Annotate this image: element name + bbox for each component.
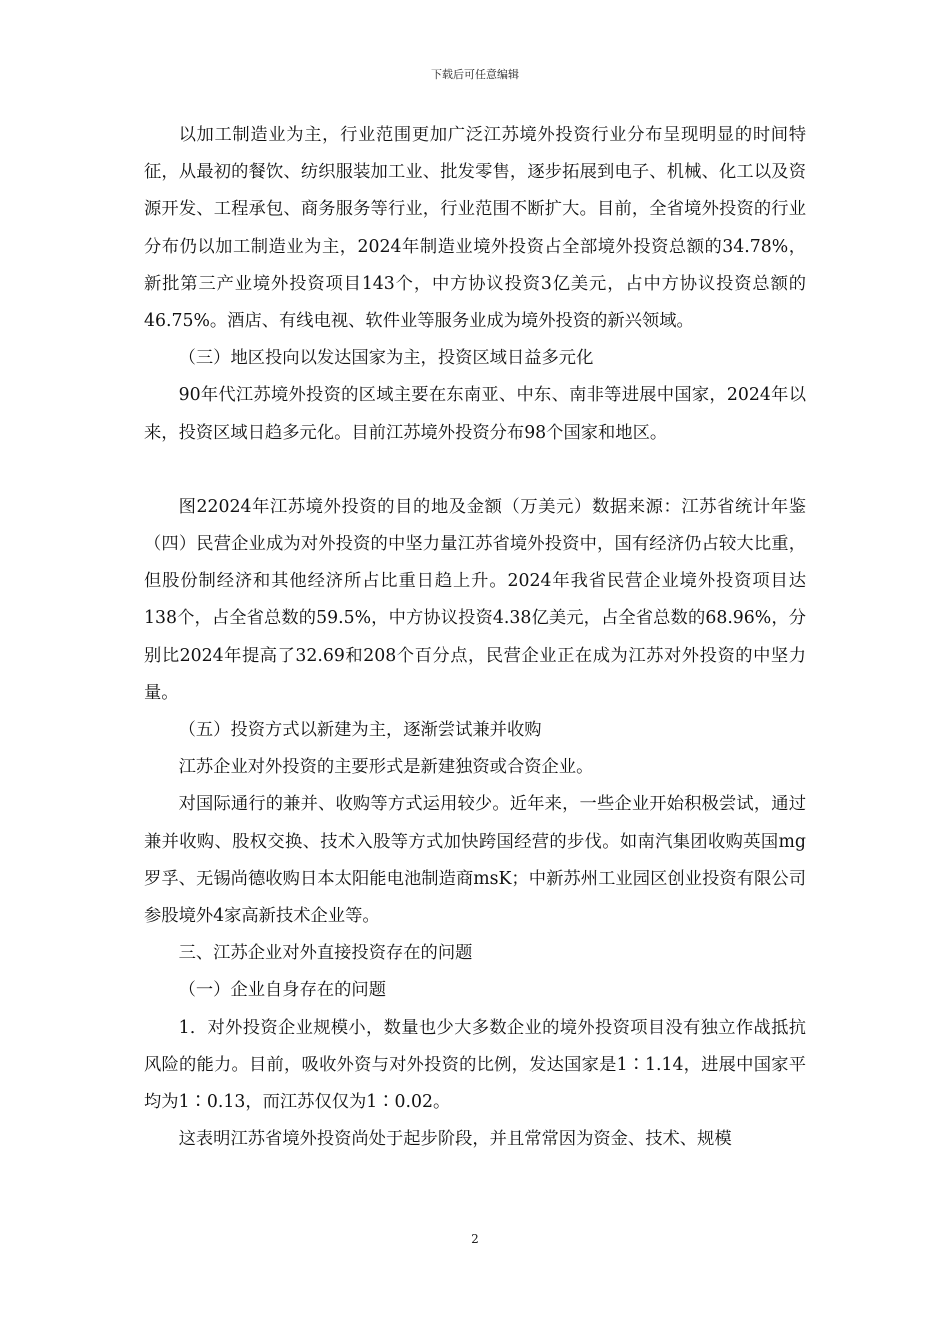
section-heading-investment-method: （五）投资方式以新建为主，逐渐尝试兼并收购 [178,720,542,741]
paragraph-mergers-acquisitions: 对国际通行的兼并、收购等方式运用较少。近年来，一些企业开始积极尝试，通过兼并收购、股权交换、技术入股等方式加快跨国经营的步伐。如南汽集团收购英国mg罗孚、无锡尚德收购日本太阳能电池制造商msK；中新苏州工业园区创业投资有限公司参股境外4家高新技术企业等。 [144,794,806,927]
section-heading-problems: 三、江苏企业对外直接投资存在的问题 [178,943,473,964]
paragraph-scale-problem: 1．对外投资企业规模小，数量也少大多数企业的境外投资项目没有独立作战抵抗风险的能力。目前，吸收外资与对外投资的比例，发达国家是1∶1.14，进展中国家平均为1∶0.13，而江苏仅仅为1∶0.02。 [144,1017,806,1113]
subsection-heading-enterprise-problems: （一）企业自身存在的问题 [178,980,386,1001]
document-body [144,117,806,1158]
paragraph-investment-form: 江苏企业对外投资的主要形式是新建独资或合资企业。 [178,757,594,778]
figure-gap [144,452,806,489]
paragraph-region-distribution: 90年代江苏境外投资的区域主要在东南亚、中东、南非等进展中国家，2024年以来，投资区域日趋多元化。目前江苏境外投资分布98个国家和地区。 [144,385,806,443]
paragraph-early-stage: 这表明江苏省境外投资尚处于起步阶段，并且常常因为资金、技术、规模 [178,1129,732,1150]
section-heading-region: （三）地区投向以发达国家为主，投资区域日益多元化 [178,348,594,369]
page-header: 下载后可任意编辑 [431,68,519,81]
paragraph-industry-distribution: 以加工制造业为主，行业范围更加广泛江苏境外投资行业分布呈现明显的时间特征，从最初的餐饮、纺织服装加工业、批发零售，逐步拓展到电子、机械、化工以及资源开发、工程承包、商务服务等行业，行业范围不断扩大。目前，全省境外投资的行业分布仍以加工制造业为主，2024年制造业境外投资占全部境外投资总额的34.78%，新批第三产业境外投资项目143个，中方协议投资3亿美元，占中方协议投资总额的46.75%。酒店、有线电视、软件业等服务业成为境外投资的新兴领域。 [144,125,806,332]
paragraph-figure-caption-private-enterprise: 图22024年江苏境外投资的目的地及金额（万美元）数据来源：江苏省统计年鉴（四）民营企业成为对外投资的中坚力量江苏省境外投资中，国有经济仍占较大比重，但股份制经济和其他经济所占比重日趋上升。2024年我省民营企业境外投资项目达138个，占全省总数的59.5%，中方协议投资4.38亿美元，占全省总数的68.96%，分别比2024年提高了32.69和208个百分点，民营企业正在成为江苏对外投资的中坚力量。 [144,496,806,703]
page-number: 2 [471,1232,479,1246]
